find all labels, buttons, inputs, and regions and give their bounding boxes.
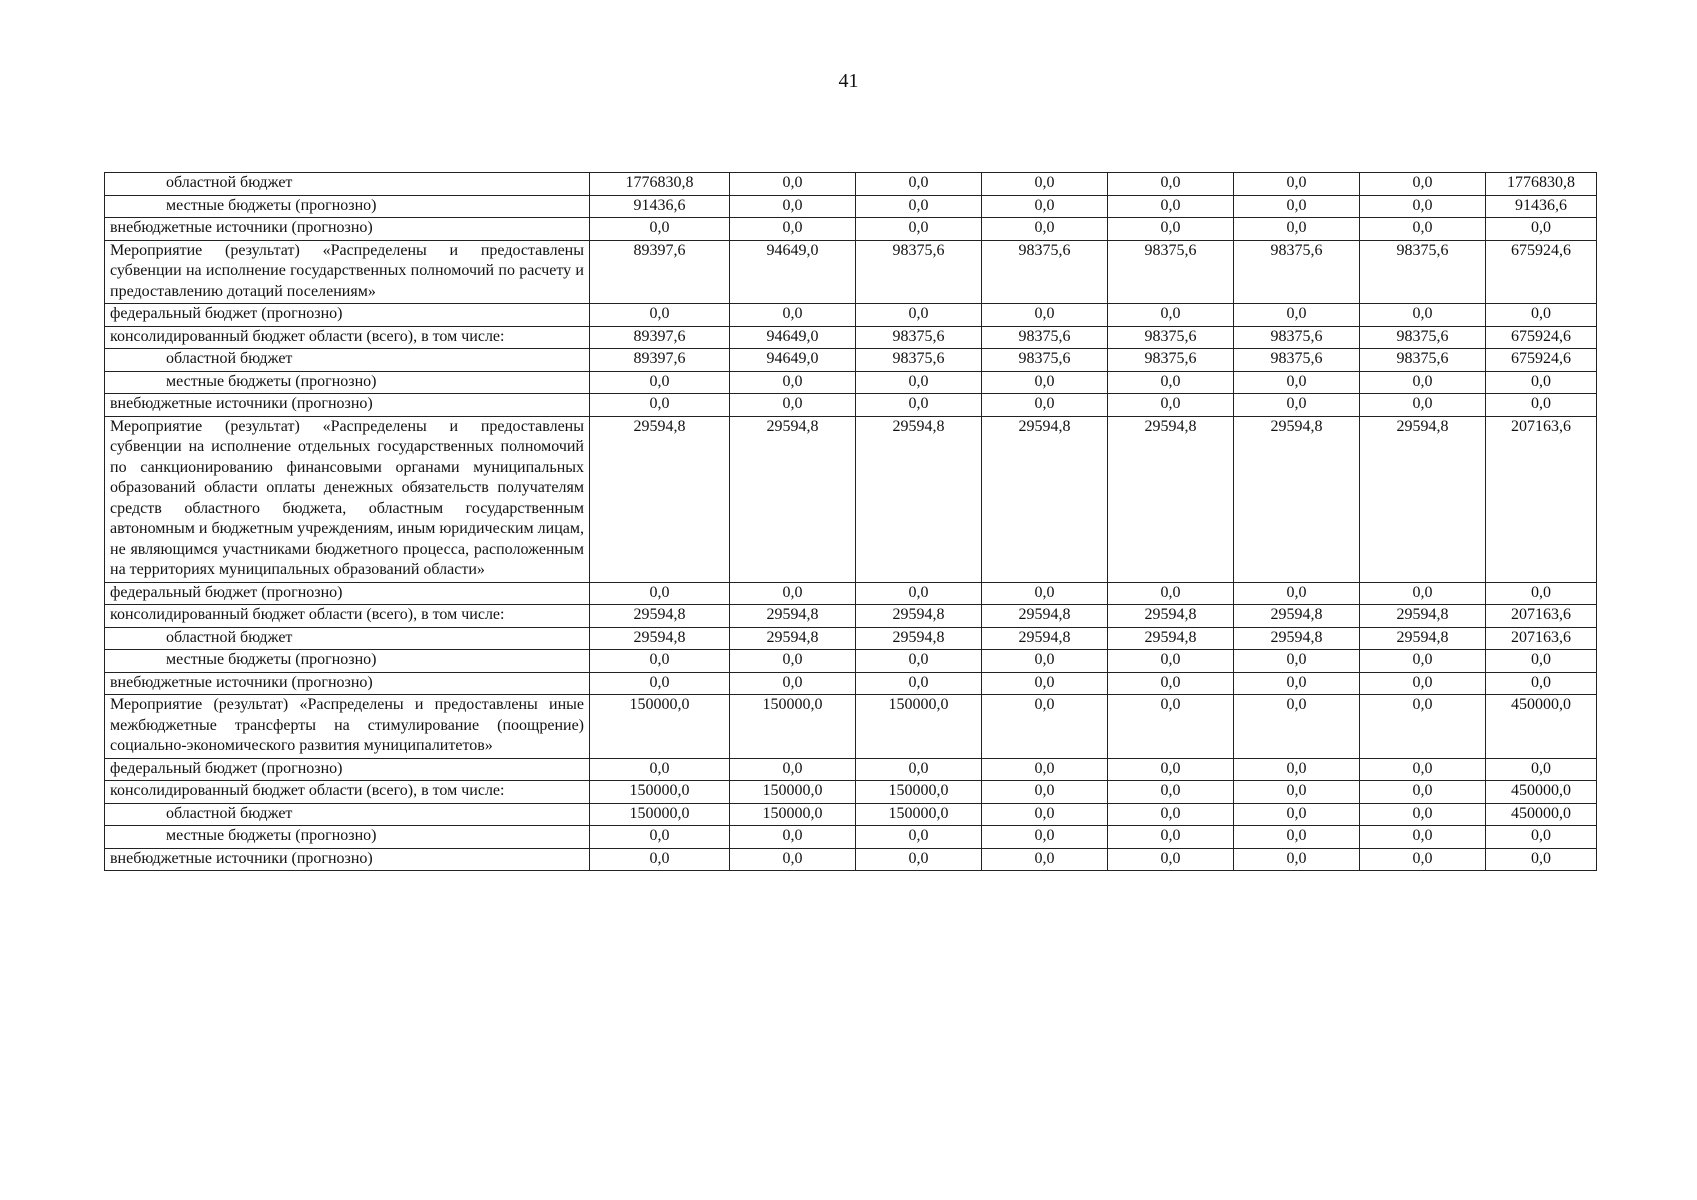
value-cell: 0,0: [1108, 218, 1234, 241]
row-label-cell: Мероприятие (результат) «Распределены и предоставлены субвенции на исполнение государственных полномочий по расчету и предоставлению дотаций поселениям»: [105, 240, 590, 304]
table-body: [105, 173, 1597, 871]
value-cell: 0,0: [1360, 848, 1486, 871]
value-cell: 0,0: [1108, 672, 1234, 695]
value-cell: 0,0: [1360, 304, 1486, 327]
row-label-cell: внебюджетные источники (прогнозно): [105, 672, 590, 695]
value-cell: 98375,6: [1360, 326, 1486, 349]
row-label-cell: местные бюджеты (прогнозно): [105, 195, 590, 218]
row-label-cell: федеральный бюджет (прогнозно): [105, 304, 590, 327]
value-cell: 0,0: [856, 371, 982, 394]
value-cell: 29594,8: [1108, 416, 1234, 582]
value-cell: 0,0: [730, 371, 856, 394]
value-cell: 0,0: [982, 304, 1108, 327]
value-cell: 0,0: [730, 304, 856, 327]
total-value-cell: 207163,6: [1486, 627, 1597, 650]
value-cell: 0,0: [982, 218, 1108, 241]
total-value-cell: 207163,6: [1486, 416, 1597, 582]
value-cell: 0,0: [982, 848, 1108, 871]
value-cell: 0,0: [1360, 781, 1486, 804]
table-row: [105, 240, 1597, 304]
value-cell: 0,0: [856, 650, 982, 673]
value-cell: 0,0: [856, 304, 982, 327]
page-number: 41: [838, 70, 859, 92]
total-value-cell: 0,0: [1486, 218, 1597, 241]
value-cell: 150000,0: [730, 695, 856, 759]
total-value-cell: 0,0: [1486, 650, 1597, 673]
value-cell: 29594,8: [1234, 627, 1360, 650]
table-row: [105, 672, 1597, 695]
row-label-cell: федеральный бюджет (прогнозно): [105, 758, 590, 781]
value-cell: 29594,8: [856, 416, 982, 582]
value-cell: 0,0: [730, 650, 856, 673]
value-cell: 0,0: [982, 195, 1108, 218]
row-label-cell: федеральный бюджет (прогнозно): [105, 582, 590, 605]
row-label-cell: консолидированный бюджет области (всего), в том числе:: [105, 781, 590, 804]
value-cell: 0,0: [1108, 173, 1234, 196]
value-cell: 0,0: [1108, 304, 1234, 327]
value-cell: 0,0: [590, 650, 730, 673]
value-cell: 89397,6: [590, 349, 730, 372]
value-cell: 0,0: [1360, 803, 1486, 826]
value-cell: 0,0: [730, 173, 856, 196]
value-cell: 1776830,8: [590, 173, 730, 196]
table-row: [105, 803, 1597, 826]
value-cell: 0,0: [1234, 826, 1360, 849]
value-cell: 98375,6: [856, 240, 982, 304]
value-cell: 0,0: [856, 195, 982, 218]
row-label-cell: консолидированный бюджет области (всего), в том числе:: [105, 605, 590, 628]
table-row: [105, 650, 1597, 673]
value-cell: 0,0: [1360, 826, 1486, 849]
value-cell: 0,0: [982, 394, 1108, 417]
budget-table: [104, 172, 1597, 871]
value-cell: 0,0: [1234, 394, 1360, 417]
total-value-cell: 91436,6: [1486, 195, 1597, 218]
value-cell: 0,0: [590, 826, 730, 849]
value-cell: 0,0: [1360, 672, 1486, 695]
value-cell: 0,0: [982, 781, 1108, 804]
value-cell: 0,0: [982, 695, 1108, 759]
row-label-cell: местные бюджеты (прогнозно): [105, 371, 590, 394]
value-cell: 0,0: [1234, 672, 1360, 695]
value-cell: 0,0: [1234, 695, 1360, 759]
table-row: [105, 416, 1597, 582]
value-cell: 29594,8: [1108, 627, 1234, 650]
value-cell: 0,0: [982, 758, 1108, 781]
value-cell: 0,0: [982, 826, 1108, 849]
value-cell: 29594,8: [1108, 605, 1234, 628]
total-value-cell: 450000,0: [1486, 803, 1597, 826]
table-row: [105, 758, 1597, 781]
total-value-cell: 0,0: [1486, 371, 1597, 394]
value-cell: 0,0: [1360, 758, 1486, 781]
value-cell: 0,0: [590, 394, 730, 417]
value-cell: 0,0: [1108, 758, 1234, 781]
value-cell: 0,0: [1234, 848, 1360, 871]
value-cell: 0,0: [1108, 803, 1234, 826]
value-cell: 98375,6: [1360, 240, 1486, 304]
table-row: [105, 195, 1597, 218]
value-cell: 0,0: [1108, 582, 1234, 605]
value-cell: 0,0: [1234, 650, 1360, 673]
value-cell: 0,0: [1108, 195, 1234, 218]
total-value-cell: 450000,0: [1486, 781, 1597, 804]
value-cell: 94649,0: [730, 240, 856, 304]
row-label-cell: внебюджетные источники (прогнозно): [105, 848, 590, 871]
value-cell: 150000,0: [590, 695, 730, 759]
value-cell: 0,0: [1234, 803, 1360, 826]
total-value-cell: 1776830,8: [1486, 173, 1597, 196]
row-label-cell: Мероприятие (результат) «Распределены и предоставлены субвенции на исполнение отдельных государственных полномочий по санкционированию финансовыми органами муниципальных образований области оплаты денежных обязательств получателям средств областного бюджета, областным государственным автономным и бюджетным учреждениям, иным юридическим лицам, не являющимся участниками бюджетного процесса, расположенным на территориях муниципальных образований области»: [105, 416, 590, 582]
value-cell: 0,0: [1360, 195, 1486, 218]
table-row: [105, 349, 1597, 372]
total-value-cell: 207163,6: [1486, 605, 1597, 628]
value-cell: 91436,6: [590, 195, 730, 218]
value-cell: 0,0: [730, 672, 856, 695]
total-value-cell: 450000,0: [1486, 695, 1597, 759]
value-cell: 98375,6: [982, 326, 1108, 349]
value-cell: 150000,0: [856, 695, 982, 759]
value-cell: 0,0: [982, 371, 1108, 394]
value-cell: 0,0: [590, 582, 730, 605]
value-cell: 29594,8: [590, 605, 730, 628]
value-cell: 0,0: [1360, 371, 1486, 394]
value-cell: 94649,0: [730, 326, 856, 349]
value-cell: 98375,6: [1108, 326, 1234, 349]
value-cell: 0,0: [1108, 695, 1234, 759]
value-cell: 0,0: [1108, 371, 1234, 394]
total-value-cell: 0,0: [1486, 826, 1597, 849]
value-cell: 89397,6: [590, 326, 730, 349]
value-cell: 29594,8: [730, 605, 856, 628]
value-cell: 0,0: [590, 218, 730, 241]
value-cell: 0,0: [1234, 218, 1360, 241]
table-row: [105, 582, 1597, 605]
value-cell: 0,0: [856, 826, 982, 849]
value-cell: 0,0: [856, 672, 982, 695]
value-cell: 0,0: [1108, 826, 1234, 849]
value-cell: 0,0: [590, 371, 730, 394]
value-cell: 0,0: [982, 173, 1108, 196]
table-row: [105, 326, 1597, 349]
value-cell: 0,0: [1360, 695, 1486, 759]
table-row: [105, 781, 1597, 804]
value-cell: 89397,6: [590, 240, 730, 304]
table-row: [105, 394, 1597, 417]
row-label-cell: областной бюджет: [105, 349, 590, 372]
value-cell: 0,0: [1234, 582, 1360, 605]
total-value-cell: 0,0: [1486, 304, 1597, 327]
value-cell: 29594,8: [1234, 416, 1360, 582]
value-cell: 29594,8: [982, 605, 1108, 628]
value-cell: 0,0: [1360, 650, 1486, 673]
row-label-cell: областной бюджет: [105, 627, 590, 650]
table-row: [105, 173, 1597, 196]
total-value-cell: 0,0: [1486, 394, 1597, 417]
table-row: [105, 371, 1597, 394]
value-cell: 29594,8: [590, 416, 730, 582]
total-value-cell: 0,0: [1486, 582, 1597, 605]
value-cell: 29594,8: [1360, 416, 1486, 582]
table-row: [105, 605, 1597, 628]
value-cell: 29594,8: [982, 627, 1108, 650]
value-cell: 0,0: [1234, 173, 1360, 196]
total-value-cell: 675924,6: [1486, 349, 1597, 372]
table-row: [105, 627, 1597, 650]
value-cell: 98375,6: [856, 349, 982, 372]
value-cell: 29594,8: [590, 627, 730, 650]
row-label-cell: консолидированный бюджет области (всего), в том числе:: [105, 326, 590, 349]
value-cell: 98375,6: [982, 240, 1108, 304]
value-cell: 150000,0: [590, 803, 730, 826]
value-cell: 0,0: [1360, 173, 1486, 196]
value-cell: 0,0: [982, 582, 1108, 605]
total-value-cell: 675924,6: [1486, 240, 1597, 304]
value-cell: 0,0: [982, 803, 1108, 826]
row-label-cell: внебюджетные источники (прогнозно): [105, 394, 590, 417]
value-cell: 0,0: [856, 394, 982, 417]
table-row: [105, 304, 1597, 327]
value-cell: 0,0: [1360, 394, 1486, 417]
value-cell: 98375,6: [1108, 349, 1234, 372]
value-cell: 0,0: [730, 758, 856, 781]
value-cell: 0,0: [1360, 582, 1486, 605]
value-cell: 0,0: [856, 218, 982, 241]
value-cell: 0,0: [1108, 848, 1234, 871]
value-cell: 0,0: [1108, 394, 1234, 417]
value-cell: 98375,6: [1108, 240, 1234, 304]
value-cell: 0,0: [1234, 371, 1360, 394]
row-label-cell: областной бюджет: [105, 173, 590, 196]
value-cell: 0,0: [730, 826, 856, 849]
table-row: [105, 826, 1597, 849]
value-cell: 0,0: [590, 672, 730, 695]
value-cell: 0,0: [730, 218, 856, 241]
value-cell: 29594,8: [730, 416, 856, 582]
value-cell: 0,0: [590, 304, 730, 327]
value-cell: 0,0: [1234, 781, 1360, 804]
value-cell: 0,0: [730, 195, 856, 218]
total-value-cell: 0,0: [1486, 848, 1597, 871]
value-cell: 98375,6: [982, 349, 1108, 372]
value-cell: 150000,0: [856, 803, 982, 826]
value-cell: 29594,8: [730, 627, 856, 650]
total-value-cell: 0,0: [1486, 758, 1597, 781]
value-cell: 0,0: [982, 672, 1108, 695]
table-row: [105, 218, 1597, 241]
value-cell: 98375,6: [1234, 349, 1360, 372]
value-cell: 98375,6: [856, 326, 982, 349]
value-cell: 150000,0: [730, 781, 856, 804]
value-cell: 0,0: [590, 758, 730, 781]
value-cell: 0,0: [856, 758, 982, 781]
value-cell: 0,0: [856, 582, 982, 605]
value-cell: 0,0: [1108, 781, 1234, 804]
table-row: [105, 848, 1597, 871]
value-cell: 29594,8: [856, 627, 982, 650]
value-cell: 29594,8: [1234, 605, 1360, 628]
row-label-cell: местные бюджеты (прогнозно): [105, 826, 590, 849]
value-cell: 0,0: [1360, 218, 1486, 241]
value-cell: 0,0: [1234, 195, 1360, 218]
row-label-cell: внебюджетные источники (прогнозно): [105, 218, 590, 241]
row-label-cell: областной бюджет: [105, 803, 590, 826]
value-cell: 0,0: [1234, 758, 1360, 781]
value-cell: 29594,8: [856, 605, 982, 628]
value-cell: 0,0: [856, 848, 982, 871]
value-cell: 150000,0: [590, 781, 730, 804]
value-cell: 0,0: [590, 848, 730, 871]
table-row: [105, 695, 1597, 759]
row-label-cell: Мероприятие (результат) «Распределены и предоставлены иные межбюджетные трансферты на стимулирование (поощрение) социально-экономического развития муниципалитетов»: [105, 695, 590, 759]
value-cell: 29594,8: [1360, 605, 1486, 628]
value-cell: 0,0: [730, 582, 856, 605]
total-value-cell: 675924,6: [1486, 326, 1597, 349]
value-cell: 98375,6: [1234, 326, 1360, 349]
value-cell: 0,0: [1234, 304, 1360, 327]
value-cell: 0,0: [730, 848, 856, 871]
value-cell: 0,0: [1108, 650, 1234, 673]
value-cell: 94649,0: [730, 349, 856, 372]
value-cell: 98375,6: [1360, 349, 1486, 372]
value-cell: 150000,0: [856, 781, 982, 804]
total-value-cell: 0,0: [1486, 672, 1597, 695]
value-cell: 98375,6: [1234, 240, 1360, 304]
value-cell: 0,0: [730, 394, 856, 417]
value-cell: 0,0: [982, 650, 1108, 673]
value-cell: 150000,0: [730, 803, 856, 826]
value-cell: 0,0: [856, 173, 982, 196]
row-label-cell: местные бюджеты (прогнозно): [105, 650, 590, 673]
value-cell: 29594,8: [1360, 627, 1486, 650]
value-cell: 29594,8: [982, 416, 1108, 582]
